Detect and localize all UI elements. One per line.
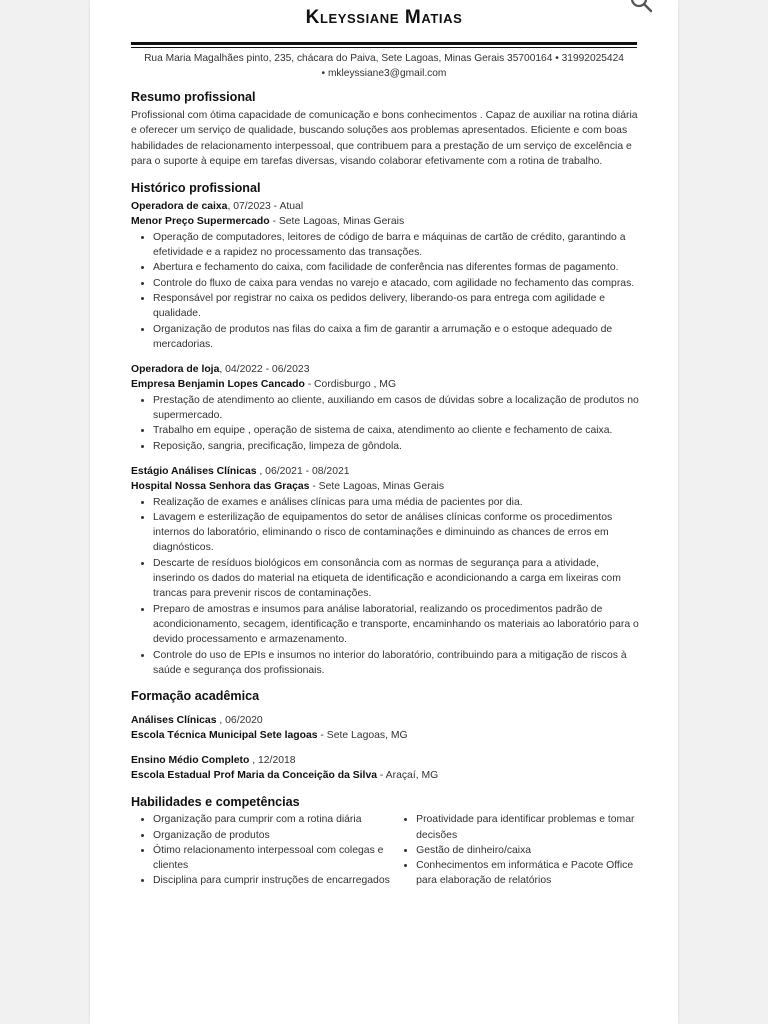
job-bullet: • Lavagem e esterilização de equipamentos do setor de análises clínicas conforme os procedimentos internos do laboratório, eliminando o risco de contaminações e diminuindo as chances de erros em diagnósticos. <box>153 510 639 556</box>
skill-item: • Ótimo relacionamento interpessoal com colegas e clientes <box>153 843 398 874</box>
education-school-line <box>131 768 639 783</box>
job-entry <box>131 362 639 454</box>
skills-column-right <box>398 812 639 888</box>
job-bullets <box>131 495 639 679</box>
summary-text: Profissional com ótima capacidade de comunicação e bons conhecimentos . Capaz de auxiliar na rotina diária e oferecer um serviço de qualidade, buscando soluções aos problemas apresentados. Eficiente e com boas habilidades de relacionamento interpessoal, que contribuem para a prestação de um serviço de excelência e para o suporte à equipe em tarefas diversas, visando colaborar efetivamente com a rotina de trabalho. <box>131 110 638 167</box>
job-bullet: • Organização de produtos nas filas do caixa a fim de garantir a arrumação e o estoque adequado de mercadorias. <box>153 322 639 353</box>
job-bullet: • Realização de exames e análises clínicas para uma média de pacientes por dia. <box>153 495 639 510</box>
education-entry <box>131 713 639 744</box>
job-dates: , 04/2022 - 06/2023 <box>219 364 310 376</box>
job-location: - Sete Lagoas, Minas Gerais <box>309 481 445 493</box>
education-entry <box>131 753 639 784</box>
job-title: Operadora de caixa <box>131 201 228 213</box>
skill-item: • Conhecimentos em informática e Pacote Office para elaboração de relatórios <box>416 858 639 889</box>
job-bullet: • Reposição, sangria, precificação, limpeza de gôndola. <box>153 439 639 454</box>
header-divider-thin <box>131 47 637 48</box>
job-company: Menor Preço Supermercado <box>131 216 270 228</box>
job-bullet: • Controle do uso de EPIs e insumos no interior do laboratório, contribuindo para a mitigação de riscos à saúde e segurança dos profissionais. <box>153 648 639 679</box>
job-title: Estágio Análises Clínicas <box>131 465 257 477</box>
education-school: Escola Estadual Prof Maria da Conceição da Silva <box>131 769 378 781</box>
job-company: Empresa Benjamin Lopes Cancado <box>131 379 305 391</box>
education-course-line <box>131 753 639 768</box>
skill-item: • Gestão de dinheiro/caixa <box>416 843 639 858</box>
job-bullet: • Descarte de resíduos biológicos em consonância com as normas de segurança para a atividade, inserindo os dados do material na etiqueta de identificação e acondicionando a carga em lixeiras com trancas para prevenir riscos de contaminações. <box>153 556 639 602</box>
education-date: , 12/2018 <box>249 754 296 766</box>
job-bullet: • Prestação de atendimento ao cliente, auxiliando em casos de dúvidas sobre a localização de produtos no supermercado. <box>153 393 639 424</box>
job-title: Operadora de loja <box>131 364 220 376</box>
history-section <box>131 181 639 678</box>
history-heading: Histórico profissional <box>131 181 261 196</box>
skill-item: • Organização para cumprir com a rotina diária <box>153 812 398 827</box>
job-entry <box>131 464 639 678</box>
candidate-name: Kleyssiane Matias <box>305 7 463 28</box>
resume-content <box>131 90 639 889</box>
resume-page <box>90 0 678 1024</box>
header-divider <box>131 42 637 45</box>
education-school-line <box>131 728 639 743</box>
job-dates: , 07/2023 - Atual <box>227 201 304 213</box>
education-location: - Araçaí, MG <box>377 769 439 781</box>
skill-item: • Proatividade para identificar problemas e tomar decisões <box>416 812 639 843</box>
education-heading: Formação acadêmica <box>131 689 260 704</box>
job-bullet: • Responsável por registrar no caixa os pedidos delivery, liberando-os para entrega com agilidade e qualidade. <box>153 291 639 322</box>
skills-columns <box>131 812 639 888</box>
search-icon[interactable] <box>628 0 654 14</box>
job-title-line <box>131 199 639 214</box>
job-company-line <box>131 479 639 494</box>
job-bullet: • Abertura e fechamento do caixa, com facilidade de conferência nas diferentes formas de pagamento. <box>153 260 639 275</box>
contact-line-address: Rua Maria Magalhães pinto, 235, chácara do Paiva, Sete Lagoas, Minas Gerais 35700164 • 31992025424 <box>144 53 624 64</box>
education-course: Análises Clínicas <box>131 715 217 727</box>
education-date: , 06/2020 <box>216 715 263 727</box>
education-course: Ensino Médio Completo <box>131 754 250 766</box>
education-location: - Sete Lagoas, MG <box>317 730 408 742</box>
job-title-line <box>131 464 639 479</box>
job-bullet: • Trabalho em equipe , operação de sistema de caixa, atendimento ao cliente e fechamento de caixa. <box>153 423 639 438</box>
job-location: - Sete Lagoas, Minas Gerais <box>269 216 405 228</box>
job-location: - Cordisburgo , MG <box>304 379 397 391</box>
summary-heading: Resumo profissional <box>131 90 256 104</box>
contact-info <box>131 51 637 81</box>
education-school: Escola Técnica Municipal Sete lagoas <box>131 730 318 742</box>
job-entry <box>131 199 639 352</box>
skills-section <box>131 795 639 888</box>
education-section <box>131 689 639 783</box>
job-company: Hospital Nossa Senhora das Graças <box>131 481 310 493</box>
job-company-line <box>131 377 639 392</box>
skills-heading: Habilidades e competências <box>131 795 300 810</box>
job-bullets <box>131 393 639 454</box>
job-company-line <box>131 214 639 229</box>
job-bullets <box>131 230 639 352</box>
job-title-line <box>131 362 639 377</box>
job-dates: , 06/2021 - 08/2021 <box>256 465 350 477</box>
job-bullet: • Operação de computadores, leitores de código de barra e máquinas de cartão de crédito, garantindo a efetividade e a rapidez no processamento das transações. <box>153 230 639 261</box>
job-bullet: • Preparo de amostras e insumos para análise laboratorial, realizando os procedimentos padrão de acondicionamento, secagem, identificação e transporte, encaminhando os materiais ao laboratório para o devido processamento e armazenamento. <box>153 602 639 648</box>
summary-section <box>131 90 639 169</box>
skill-item: • Disciplina para cumprir instruções de encarregados <box>153 873 398 888</box>
job-bullet: • Controle do fluxo de caixa para vendas no varejo e atacado, com agilidade no fechamento das compras. <box>153 276 639 291</box>
contact-line-email: • mkleyssiane3@gmail.com <box>321 68 447 79</box>
skills-column-left <box>131 812 398 888</box>
skill-item: • Organização de produtos <box>153 828 398 843</box>
education-course-line <box>131 713 639 728</box>
